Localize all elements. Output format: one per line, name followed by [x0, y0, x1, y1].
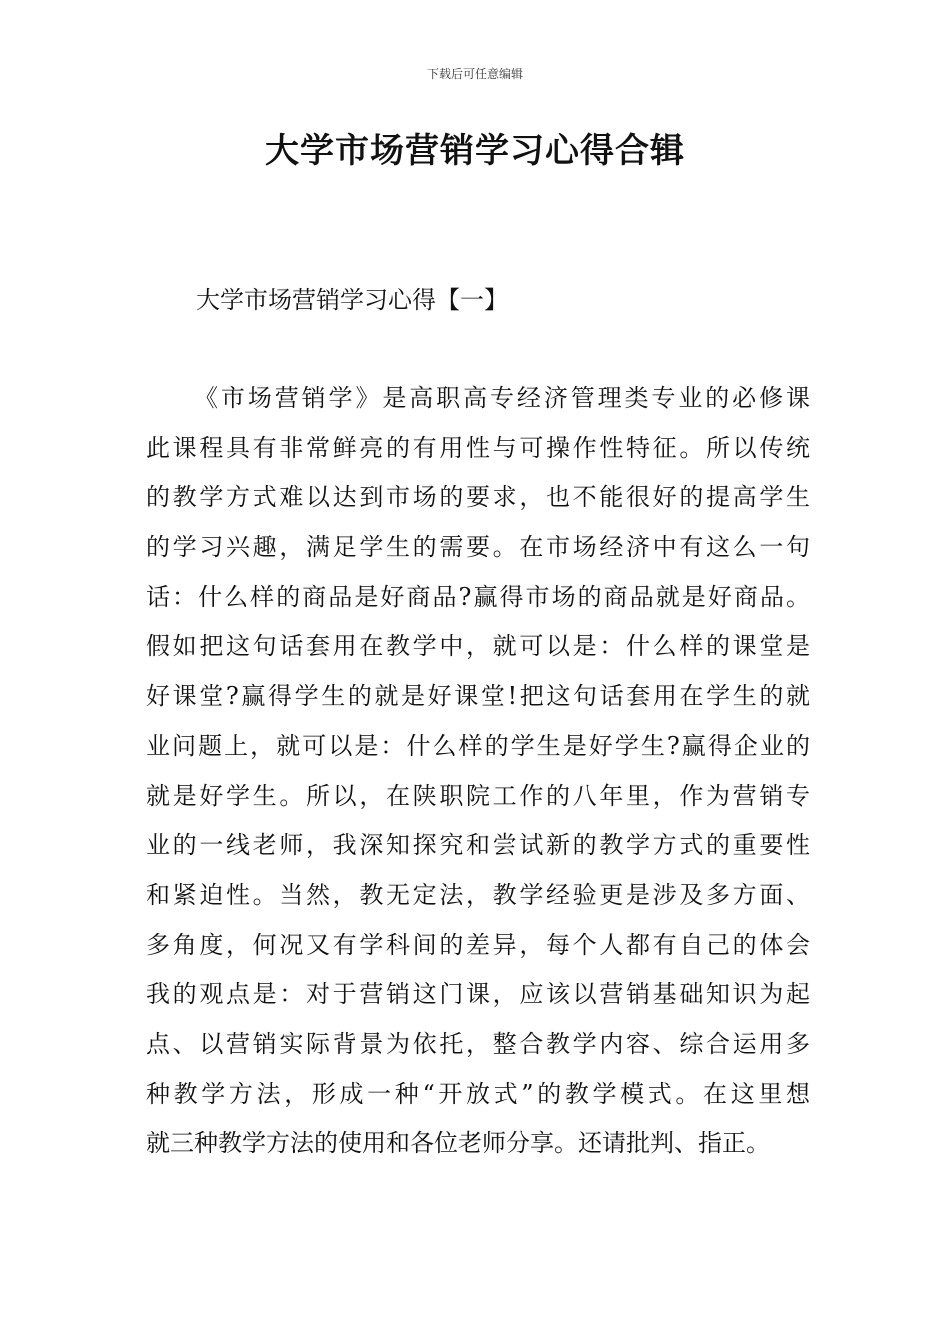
paragraph-line: 我的观点是：对于营销这门课，应该以营销基础知识为起 — [146, 980, 810, 1009]
body-paragraph — [146, 374, 810, 1169]
paragraph-line: 点、以营销实际背景为依托，整合教学内容、综合运用多 — [146, 1029, 810, 1058]
paragraph-line: 的教学方式难以达到市场的要求，也不能很好的提高学生 — [146, 483, 810, 512]
paragraph-line: 《市场营销学》是高职高专经济管理类专业的必修课 — [194, 384, 810, 412]
paragraph-line: 此课程具有非常鲜亮的有用性与可操作性特征。所以传统 — [146, 433, 810, 462]
paragraph-line: 的学习兴趣，满足学生的需要。在市场经济中有这么一句 — [146, 533, 810, 562]
paragraph-line: 和紧迫性。当然，教无定法，教学经验更是涉及多方面、 — [146, 880, 810, 909]
paragraph-line: 多角度，何况又有学科间的差异，每个人都有自己的体会 — [146, 930, 810, 959]
paragraph-line: 业问题上，就可以是：什么样的学生是好学生?赢得企业的 — [146, 731, 810, 760]
section-heading: 大学市场营销学习心得【一】 — [196, 286, 508, 314]
header-note: 下载后可任意编辑 — [426, 67, 523, 81]
paragraph-line: 假如把这句话套用在教学中，就可以是：什么样的课堂是 — [146, 632, 810, 661]
paragraph-line: 就是好学生。所以，在陕职院工作的八年里，作为营销专 — [146, 781, 810, 810]
paragraph-line: 就三种教学方法的使用和各位老师分享。还请批判、指正。 — [146, 1129, 770, 1158]
document-title: 大学市场营销学习心得合辑 — [265, 131, 685, 171]
paragraph-line: 好课堂?赢得学生的就是好课堂!把这句话套用在学生的就 — [146, 682, 810, 711]
paragraph-line: 种教学方法，形成一种“开放式”的教学模式。在这里想 — [146, 1079, 810, 1108]
paragraph-line: 话：什么样的商品是好商品?赢得市场的商品就是好商品。 — [146, 582, 810, 611]
paragraph-line: 业的一线老师，我深知探究和尝试新的教学方式的重要性 — [146, 831, 810, 860]
